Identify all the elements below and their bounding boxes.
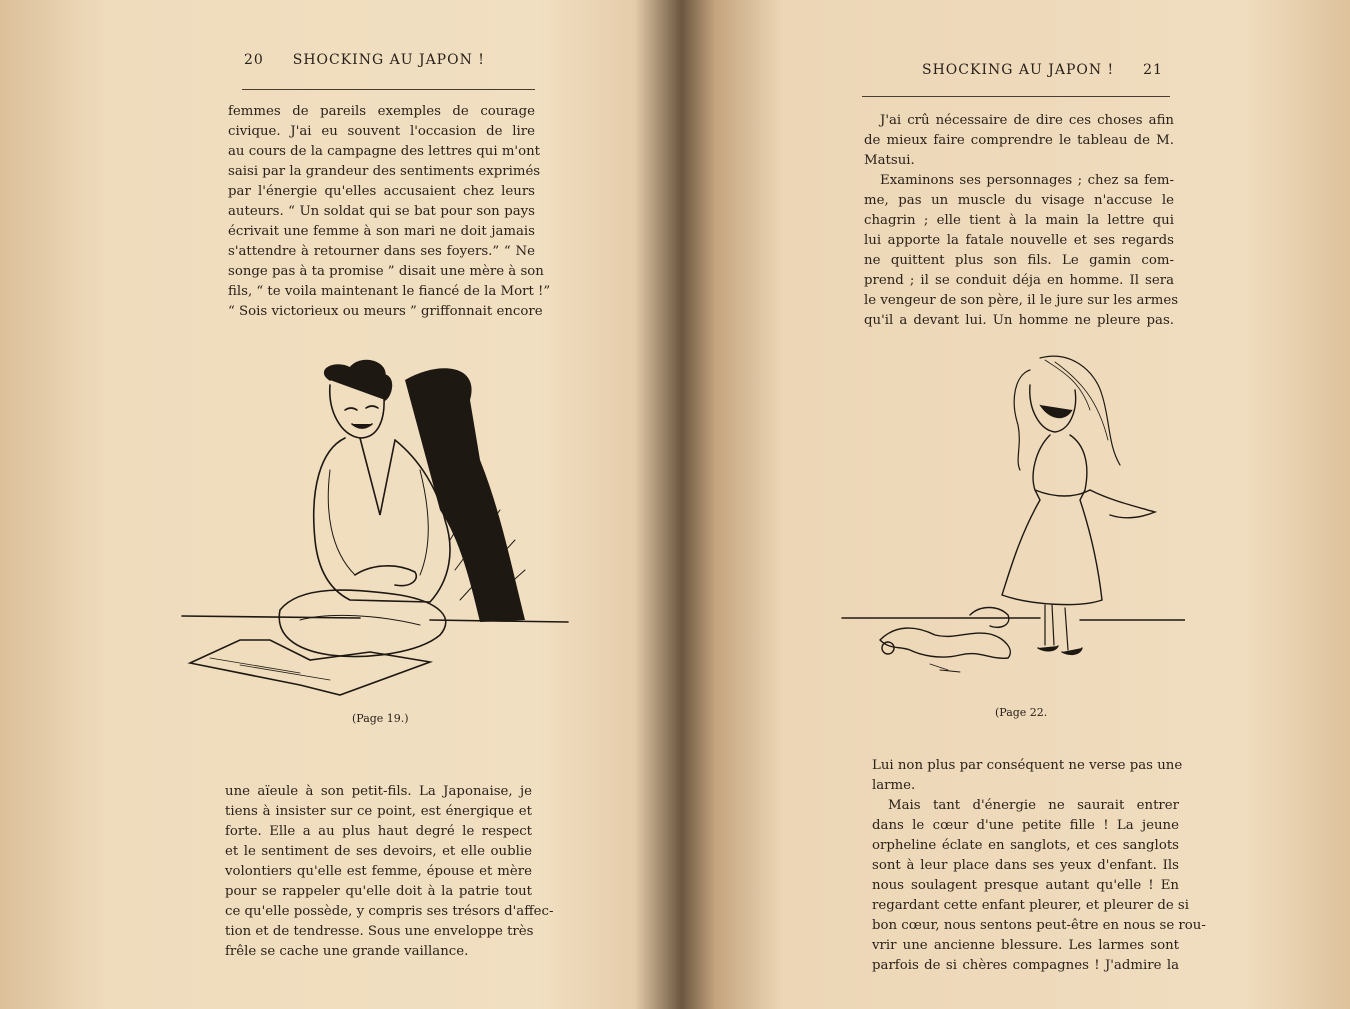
text-line: qu'il a devant lui. Un homme ne pleure pas. <box>864 313 1174 328</box>
right-page <box>840 0 1206 1009</box>
text-line: une aïeule à son petit-fils. La Japonaise, je <box>225 784 532 799</box>
right-page-header <box>922 62 1163 78</box>
left-bottom-text <box>225 782 554 962</box>
left-page <box>200 0 560 1009</box>
text-line: parfois de si chères compagnes ! J'admire la <box>872 958 1179 973</box>
right-page-number: 21 <box>1143 62 1163 78</box>
text-line: larme. <box>872 778 916 793</box>
right-top-text <box>864 111 1179 331</box>
text-line: tiens à insister sur ce point, est énergique et <box>225 804 532 819</box>
left-page-number: 20 <box>244 52 264 68</box>
text-line: saisi par la grandeur des sentiments exprimés <box>228 164 541 179</box>
text-line: fils, “ te voila maintenant le fiancé de la Mort !” <box>228 284 551 299</box>
text-line: pour se rappeler qu'elle doit à la patrie tout <box>225 884 532 899</box>
text-line: chagrin ; elle tient à la main la lettre qui <box>864 213 1174 228</box>
right-header-rule <box>862 96 1170 97</box>
text-line: au cours de la campagne des lettres qui m'ont <box>228 144 540 159</box>
text-line: sont à leur place dans ses yeux d'enfant. Ils <box>872 858 1179 873</box>
left-header-rule <box>242 89 535 90</box>
text-line: civique. J'ai eu souvent l'occasion de lire <box>228 124 535 139</box>
text-line: le vengeur de son père, il le jure sur les armes <box>864 293 1179 308</box>
text-line: lui apporte la fatale nouvelle et ses regards <box>864 233 1174 248</box>
text-line: vrir une ancienne blessure. Les larmes sont <box>872 938 1179 953</box>
text-line: volontiers qu'elle est femme, épouse et mère <box>225 864 532 879</box>
text-line: par l'énergie qu'elles accusaient chez leurs <box>228 184 535 199</box>
text-line: orpheline éclate en sanglots, et ces sanglots <box>872 838 1179 853</box>
text-line: regardant cette enfant pleurer, et pleurer de si <box>872 898 1190 913</box>
text-line: tion et de tendresse. Sous une enveloppe très <box>225 924 534 939</box>
text-line: songe pas à ta promise ” disait une mère à son <box>228 264 544 279</box>
text-line: et le sentiment de ses devoirs, et elle oublie <box>225 844 532 859</box>
text-line: frêle se cache une grande vaillance. <box>225 944 469 959</box>
text-line: Lui non plus par conséquent ne verse pas une <box>872 758 1183 773</box>
text-line: Matsui. <box>864 153 915 168</box>
right-bottom-text <box>872 756 1206 976</box>
right-running-title: SHOCKING AU JAPON ! <box>922 62 1115 78</box>
text-line: J'ai crû nécessaire de dire ces choses afin <box>880 113 1174 128</box>
text-line: bon cœur, nous sentons peut-être en nous se rou- <box>872 918 1206 933</box>
text-line: forte. Elle a au plus haut degré le respect <box>225 824 532 839</box>
right-illustration-caption: (Page 22. <box>995 706 1048 719</box>
left-running-title: SHOCKING AU JAPON ! <box>292 52 485 68</box>
crying-girl-illustration <box>840 350 1185 700</box>
left-page-header <box>244 52 485 68</box>
text-line: femmes de pareils exemples de courage <box>228 104 535 119</box>
text-line: dans le cœur d'une petite fille ! La jeune <box>872 818 1179 833</box>
text-line: nous soulagent presque autant qu'elle ! En <box>872 878 1179 893</box>
text-line: “ Sois victorieux ou meurs ” griffonnait encore <box>228 304 543 319</box>
text-line: ne quittent plus son fils. Le gamin com- <box>864 253 1174 268</box>
seated-man-illustration <box>180 340 570 710</box>
text-line: me, pas un muscle du visage n'accuse le <box>864 193 1174 208</box>
left-illustration-caption: (Page 19.) <box>352 712 409 725</box>
text-line: s'attendre à retourner dans ses foyers.” “ Ne <box>228 244 535 259</box>
text-line: Examinons ses personnages ; chez sa fem- <box>880 173 1174 188</box>
left-top-text <box>228 102 551 322</box>
text-line: écrivait une femme à son mari ne doit jamais <box>228 224 535 239</box>
text-line: Mais tant d'énergie ne saurait entrer <box>888 798 1179 813</box>
text-line: ce qu'elle possède, y compris ses trésors d'affec- <box>225 904 554 919</box>
text-line: de mieux faire comprendre le tableau de M. <box>864 133 1174 148</box>
text-line: auteurs. “ Un soldat qui se bat pour son pays <box>228 204 535 219</box>
text-line: prend ; il se conduit déja en homme. Il sera <box>864 273 1174 288</box>
